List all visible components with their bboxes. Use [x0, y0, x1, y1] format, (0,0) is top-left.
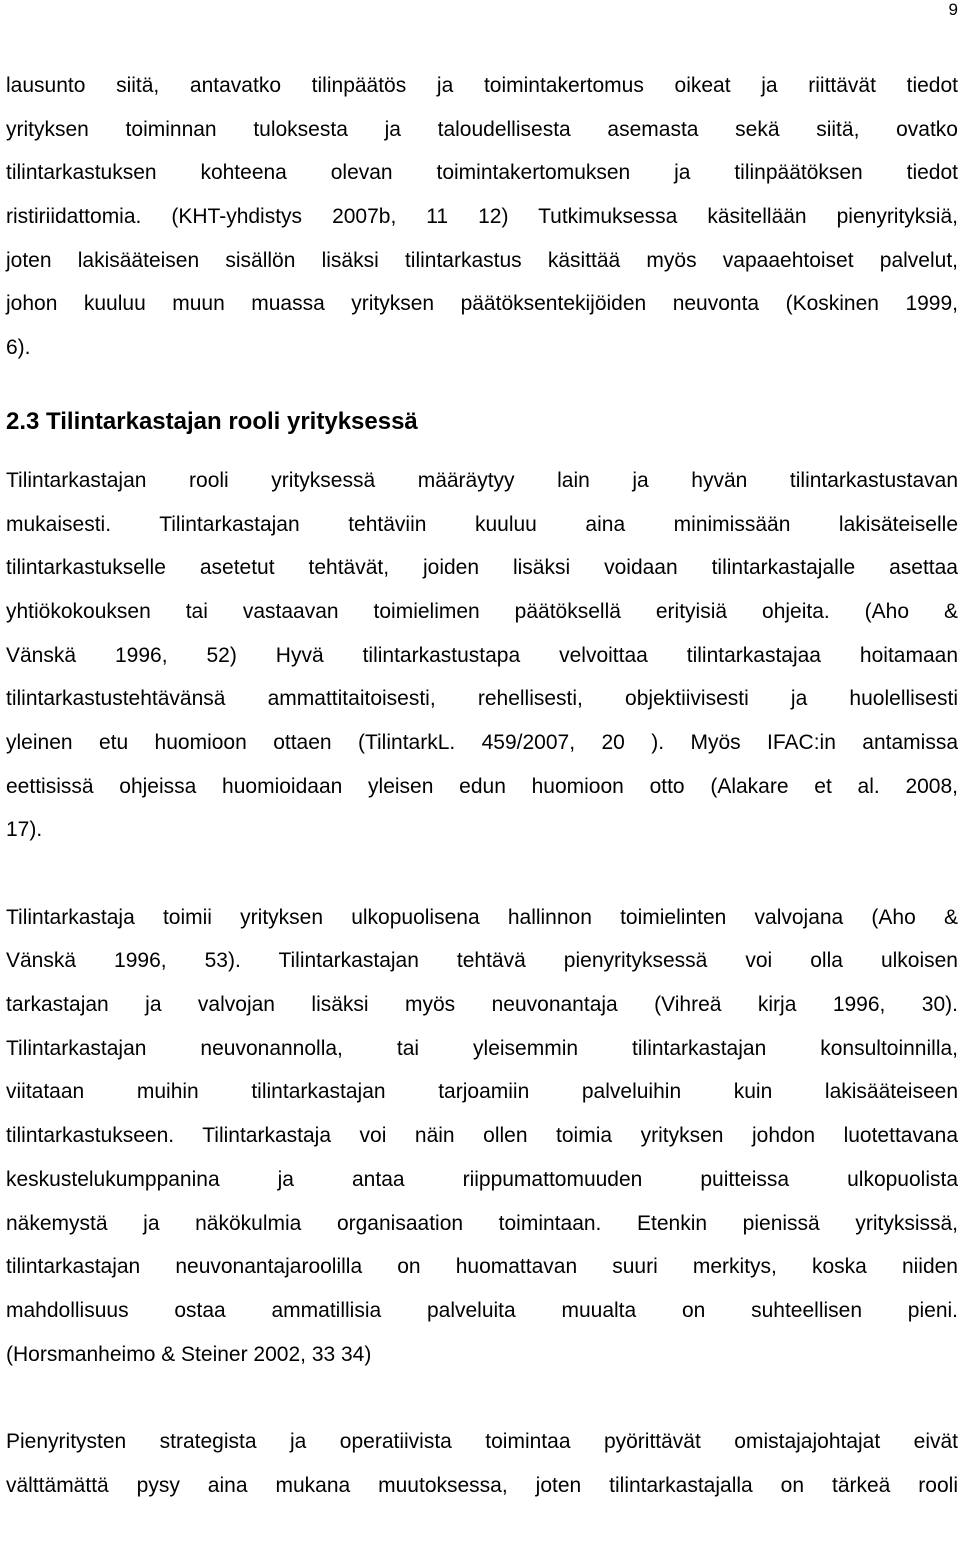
paragraph-1	[6, 64, 958, 370]
text-line: johon kuuluu muun muassa yrityksen päätöksentekijöiden neuvonta (Koskinen 1999,	[6, 292, 958, 316]
text-line: Tilintarkastaja toimii yrityksen ulkopuolisena hallinnon toimielinten valvojana (Aho &	[6, 905, 958, 929]
section-heading: 2.3 Tilintarkastajan rooli yrityksessä	[6, 407, 418, 435]
paragraph-2	[6, 459, 958, 852]
text-line: mukaisesti. Tilintarkastajan tehtäviin kuuluu aina minimissään lakisäteiselle	[6, 512, 958, 536]
text-line: yhtiökokouksen tai vastaavan toimielimen päätöksellä erityisiä ohjeita. (Aho &	[6, 599, 958, 623]
text-line: tilintarkastukselle asetetut tehtävät, joiden lisäksi voidaan tilintarkastajalle asettaa	[6, 556, 958, 580]
text-line: Tilintarkastajan neuvonannolla, tai yleisemmin tilintarkastajan konsultoinnilla,	[6, 1036, 958, 1060]
text-line: keskustelukumppanina ja antaa riippumattomuuden puitteissa ulkopuolista	[6, 1167, 958, 1191]
text-line: ristiriidattomia. (KHT-yhdistys 2007b, 11 12) Tutkimuksessa käsitellään pienyrityksiä,	[6, 205, 958, 229]
text-line: joten lakisääteisen sisällön lisäksi tilintarkastus käsittää myös vapaaehtoiset palvelut,	[6, 248, 958, 272]
page-number: 9	[948, 0, 958, 19]
text-line: tarkastajan ja valvojan lisäksi myös neuvonantaja (Vihreä kirja 1996, 30).	[6, 993, 958, 1017]
text-line: tilintarkastukseen. Tilintarkastaja voi näin ollen toimia yrityksen johdon luotettavana	[6, 1124, 958, 1148]
text-line: Vänskä 1996, 52) Hyvä tilintarkastustapa velvoittaa tilintarkastajaa hoitamaan	[6, 643, 958, 667]
text-line: näkemystä ja näkökulmia organisaation toimintaan. Etenkin pienissä yrityksissä,	[6, 1211, 958, 1235]
text-line: mahdollisuus ostaa ammatillisia palveluita muualta on suhteellisen pieni.	[6, 1298, 958, 1322]
text-line: 6).	[6, 336, 31, 360]
text-line: lausunto siitä, antavatko tilinpäätös ja toimintakertomus oikeat ja riittävät tiedot	[6, 74, 958, 97]
paragraph-4	[6, 1420, 958, 1507]
text-line: (Horsmanheimo & Steiner 2002, 33 34)	[6, 1342, 372, 1366]
text-line: välttämättä pysy aina mukana muutoksessa, joten tilintarkastajalla on tärkeä rooli	[6, 1473, 958, 1497]
text-line: tilintarkastuksen kohteena olevan toimintakertomuksen ja tilinpäätöksen tiedot	[6, 161, 958, 185]
document-body	[6, 64, 958, 1507]
text-line: 17).	[6, 818, 43, 842]
text-line: Tilintarkastajan rooli yrityksessä määräytyy lain ja hyvän tilintarkastustavan	[6, 468, 958, 492]
paragraph-3	[6, 896, 958, 1377]
text-line: eettisissä ohjeissa huomioidaan yleisen edun huomioon otto (Alakare et al. 2008,	[6, 774, 958, 798]
text-line: tilintarkastajan neuvonantajaroolilla on huomattavan suuri merkitys, koska niiden	[6, 1255, 958, 1279]
text-line: viitataan muihin tilintarkastajan tarjoamiin palveluihin kuin lakisääteiseen	[6, 1080, 958, 1104]
text-line: tilintarkastustehtävänsä ammattitaitoisesti, rehellisesti, objektiivisesti ja huolellisesti	[6, 687, 958, 711]
text-line: Pienyritysten strategista ja operatiivista toimintaa pyörittävät omistajajohtajat eivät	[6, 1429, 958, 1453]
text-line: Vänskä 1996, 53). Tilintarkastajan tehtävä pienyrityksessä voi olla ulkoisen	[6, 949, 958, 973]
text-line: yleinen etu huomioon ottaen (TilintarkL. 459/2007, 20 ). Myös IFAC:in antamissa	[6, 730, 958, 754]
text-line: yrityksen toiminnan tuloksesta ja taloudellisesta asemasta sekä siitä, ovatko	[6, 117, 958, 141]
